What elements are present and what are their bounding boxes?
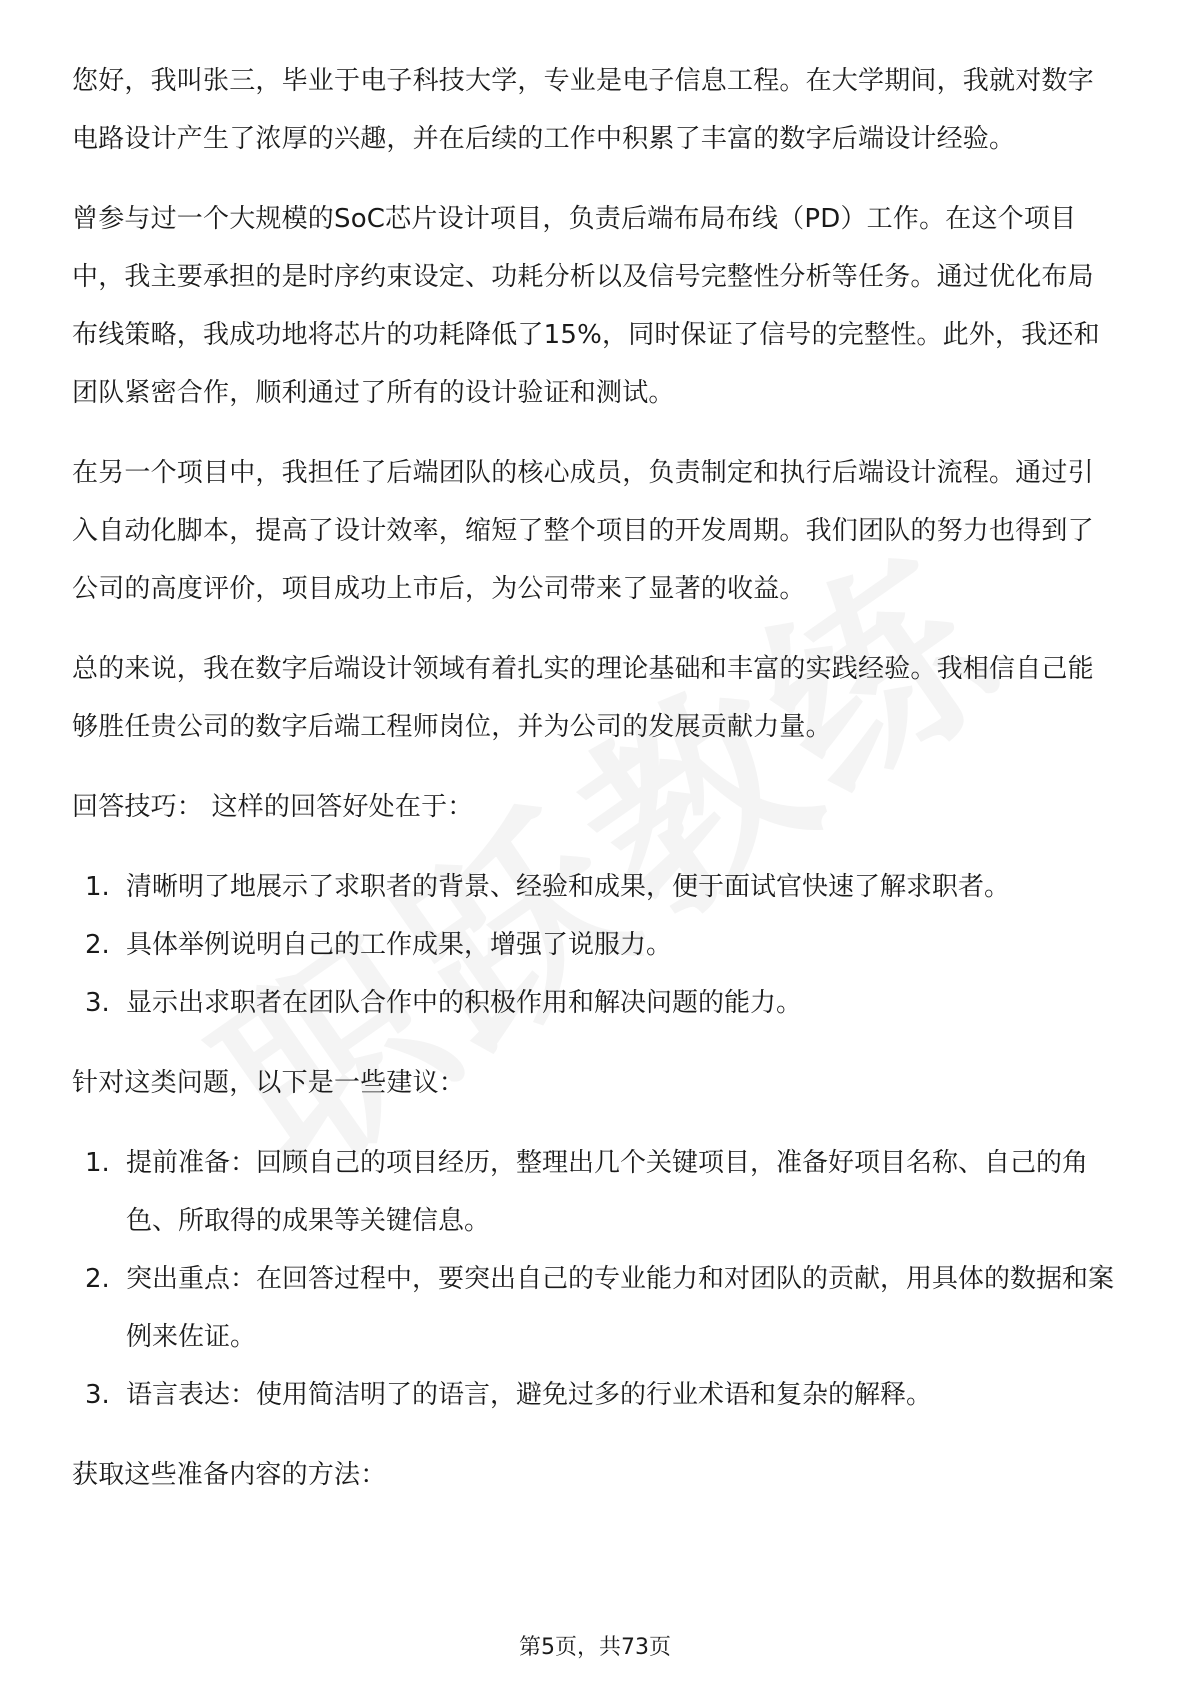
list-item [72,1250,1118,1366]
list-item-text: 提前准备：回顾自己的项目经历，整理出几个关键项目，准备好项目名称、自己的角色、所取得的成果等关键信息。 [126,1148,1089,1236]
document-body [72,52,1118,1526]
list-number: 1. [85,1148,110,1178]
advice-heading: 针对这类问题，以下是一些建议： [72,1068,466,1098]
project-paragraph-2: 在另一个项目中，我担任了后端团队的核心成员，负责制定和执行后端设计流程。通过引入自动化脚本，提高了设计效率，缩短了整个项目的开发周期。我们团队的努力也得到了公司的高度评价，项目成功上市后，为公司带来了显著的收益。 [72,458,1094,604]
list-number: 2. [85,930,110,960]
intro-paragraph: 您好，我叫张三，毕业于电子科技大学，专业是电子信息工程。在大学期间，我就对数字电路设计产生了浓厚的兴趣，并在后续的工作中积累了丰富的数字后端设计经验。 [72,66,1094,154]
list-item [72,858,1118,916]
list-number: 3. [85,988,110,1018]
list-item [72,974,1118,1032]
list-item-text: 具体举例说明自己的工作成果，增强了说服力。 [126,930,673,960]
list-item-text: 语言表达：使用简洁明了的语言，避免过多的行业术语和复杂的解释。 [126,1380,933,1410]
list-item-text: 清晰明了地展示了求职者的背景、经验和成果，便于面试官快速了解求职者。 [126,872,1011,902]
list-item [72,1366,1118,1424]
list-number: 2. [85,1264,110,1294]
summary-paragraph: 总的来说，我在数字后端设计领域有着扎实的理论基础和丰富的实践经验。我相信自己能够胜任贵公司的数字后端工程师岗位，并为公司的发展贡献力量。 [72,654,1094,742]
advice-list [72,1134,1118,1424]
list-item [72,916,1118,974]
tips-list [72,858,1118,1032]
project-paragraph-1: 曾参与过一个大规模的SoC芯片设计项目，负责后端布局布线（PD）工作。在这个项目中，我主要承担的是时序约束设定、功耗分析以及信号完整性分析等任务。通过优化布局布线策略，我成功地将芯片的功耗降低了15%，同时保证了信号的完整性。此外，我还和团队紧密合作，顺利通过了所有的设计验证和测试。 [72,204,1100,408]
page-number: 第5页，共73页 [519,1635,671,1660]
tips-heading: 回答技巧： 这样的回答好处在于： [72,792,474,822]
list-item-text: 突出重点：在回答过程中，要突出自己的专业能力和对团队的贡献，用具体的数据和案例来佐证。 [126,1264,1115,1352]
method-heading: 获取这些准备内容的方法： [72,1460,387,1490]
list-number: 3. [85,1380,110,1410]
list-item-text: 显示出求职者在团队合作中的积极作用和解决问题的能力。 [126,988,803,1018]
list-item [72,1134,1118,1250]
list-number: 1. [85,872,110,902]
